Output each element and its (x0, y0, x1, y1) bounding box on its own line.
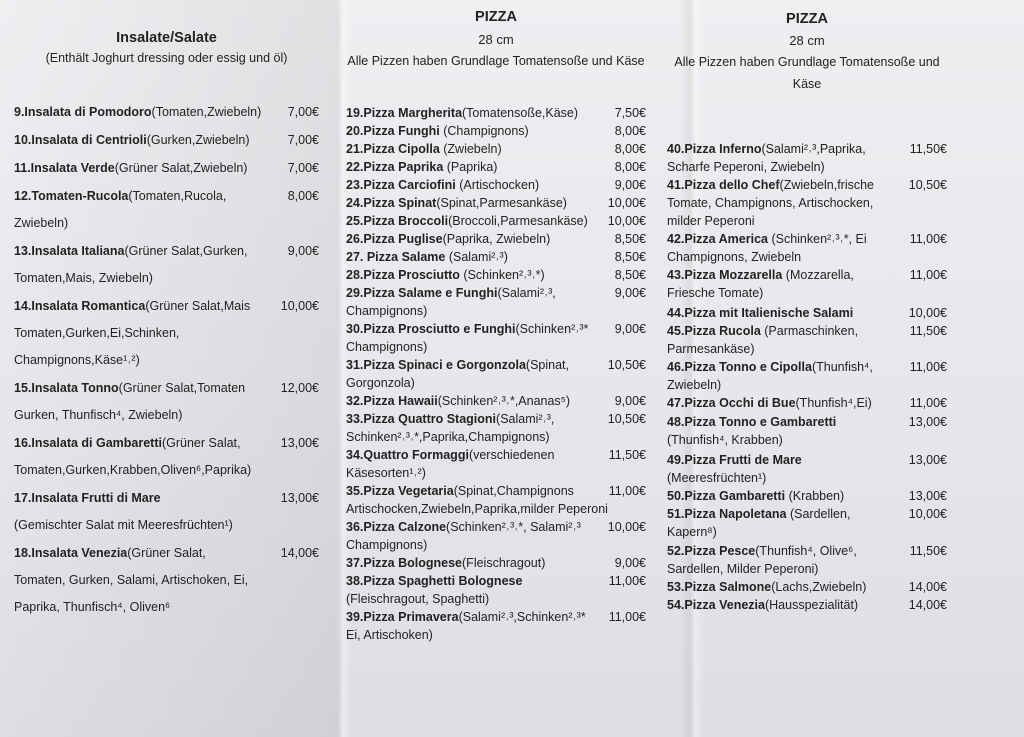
menu-item (346, 320, 646, 356)
item-price: 9,00€ (287, 244, 319, 258)
salads-title: Insalate/Salate (116, 30, 217, 46)
item-name: 51.Pizza Napoletana (667, 507, 787, 521)
menu-item (14, 238, 319, 292)
item-description-line: (Thunfish⁴, Krabben) (667, 433, 783, 447)
pizza1-size: 28 cm (478, 32, 514, 47)
item-description: (Krabben) (785, 489, 845, 503)
item-description: (Grüner Salat,Zwiebeln) (114, 161, 248, 175)
item-description: (Salami²˒³, (497, 286, 556, 300)
item-price: 8,00€ (614, 124, 646, 138)
item-price: 7,00€ (287, 161, 319, 175)
item-price: 11,00€ (909, 360, 947, 374)
item-description-line: (Fleischragout, Spaghetti) (346, 592, 490, 606)
item-description: (Salami²˒³,Paprika, (761, 142, 866, 156)
menu-item (14, 375, 319, 429)
menu-item (14, 155, 319, 182)
menu-item (14, 430, 319, 484)
item-description: (Salami²˒³) (445, 250, 508, 264)
item-name: 47.Pizza Occhi di Bue (667, 396, 796, 410)
item-description: (Grüner Salat, (161, 436, 241, 450)
menu-item (14, 127, 319, 154)
item-description: (Grüner Salat, (127, 546, 206, 560)
item-description: (Sardellen, (786, 507, 851, 521)
item-description: (Schinken²˒³* (515, 322, 589, 336)
item-description-line: Champignons) (346, 538, 428, 552)
item-description-line: Tomaten,Gurken,Ei,Schinken, (14, 326, 180, 340)
item-description: (Spinat,Champignons (453, 484, 574, 498)
item-name: 52.Pizza Pesce (667, 544, 756, 558)
item-price: 7,00€ (287, 133, 319, 147)
item-description: (Schinken²˒³˒*,Ananas⁵) (437, 394, 571, 408)
item-price: 9,00€ (614, 556, 646, 570)
menu-item (667, 266, 947, 302)
item-price: 14,00€ (280, 546, 319, 560)
item-description: (Spinat, (525, 358, 570, 372)
item-description-line: Paprika, Thunfisch⁴, Oliven⁶ (14, 600, 171, 614)
item-name: 23.Pizza Carciofini (346, 178, 456, 192)
item-description-line: Champignons) (346, 304, 428, 318)
item-description-line: Zwiebeln) (667, 378, 722, 392)
item-description: (Spinat,Parmesankäse) (436, 196, 567, 210)
pizza1-note: Alle Pizzen haben Grundlage Tomatensoße und Käse (347, 54, 645, 68)
item-name: 14.Insalata Romantica (14, 299, 146, 313)
item-name: 40.Pizza Inferno (667, 142, 762, 156)
item-price: 11,50€ (909, 324, 947, 338)
menu-item (667, 487, 947, 505)
item-price: 8,00€ (614, 160, 646, 174)
item-name: 53.Pizza Salmone (667, 580, 772, 594)
item-price: 9,00€ (614, 178, 646, 192)
menu-item (346, 356, 646, 392)
item-description: (Fleischragout) (462, 556, 546, 570)
item-name: 50.Pizza Gambaretti (667, 489, 786, 503)
item-price: 13,00€ (280, 436, 319, 450)
item-description: (Mozzarella, (782, 268, 854, 282)
item-description: (Tomaten,Zwiebeln) (151, 105, 262, 119)
menu-item (346, 122, 646, 140)
menu-item (14, 183, 319, 237)
item-name: 42.Pizza America (667, 232, 768, 246)
menu-item (667, 322, 947, 358)
item-name: 22.Pizza Paprika (346, 160, 444, 174)
item-price: 14,00€ (908, 580, 947, 594)
item-price: 7,50€ (614, 106, 646, 120)
menu-item (346, 572, 646, 608)
item-name: 30.Pizza Prosciutto e Funghi (346, 322, 516, 336)
item-name: 28.Pizza Prosciutto (346, 268, 460, 282)
menu-item (346, 194, 646, 212)
menu-item (346, 284, 646, 320)
item-name: 45.Pizza Rucola (667, 324, 761, 338)
item-description-line: Parmesankäse) (667, 342, 755, 356)
item-name: 33.Pizza Quattro Stagioni (346, 412, 497, 426)
item-price: 10,50€ (607, 412, 646, 426)
item-price: 10,00€ (280, 299, 319, 313)
menu-item (346, 518, 646, 554)
menu-item (346, 248, 646, 266)
item-name: 12.Tomaten-Rucola (14, 189, 129, 203)
menu-item (14, 540, 319, 621)
item-name: 49.Pizza Frutti de Mare (667, 453, 802, 467)
item-price: 13,00€ (908, 489, 947, 503)
menu-item (667, 230, 947, 266)
item-price: 11,00€ (909, 268, 947, 282)
item-price: 10,50€ (607, 358, 646, 372)
item-description: (Grüner Salat,Tomaten (118, 381, 246, 395)
item-description: (Zwiebeln) (439, 142, 502, 156)
item-price: 10,50€ (908, 178, 947, 192)
item-description-line: Gurken, Thunfisch⁴, Zwiebeln) (14, 408, 183, 422)
item-description-line: Friesche Tomate) (667, 286, 764, 300)
item-description: (Tomatensoße,Käse) (462, 106, 579, 120)
item-description: (Lachs,Zwiebeln) (771, 580, 867, 594)
item-description: (Artischocken) (455, 178, 540, 192)
item-description: (Hausspezialität) (764, 598, 859, 612)
item-name: 38.Pizza Spaghetti Bolognese (346, 574, 523, 588)
menu-item (346, 104, 646, 122)
item-description-line: Tomaten, Gurken, Salami, Artischoken, Ei, (14, 573, 249, 587)
menu-item (667, 578, 947, 596)
item-name: 54.Pizza Venezia (667, 598, 765, 612)
menu-item (346, 158, 646, 176)
item-description-line: Gorgonzola) (346, 376, 415, 390)
item-description: (Salami²˒³,Schinken²˒³* (458, 610, 586, 624)
item-name: 19.Pizza Margherita (346, 106, 463, 120)
item-name: 18.Insalata Venezia (14, 546, 128, 560)
menu-item (346, 554, 646, 572)
pizza1-title: PIZZA (475, 9, 517, 25)
item-price: 9,00€ (614, 322, 646, 336)
menu-item (667, 394, 947, 412)
item-name: 41.Pizza dello Chef (667, 178, 780, 192)
menu-item (346, 392, 646, 410)
item-name: 9.Insalata di Pomodoro (14, 105, 152, 119)
item-description-line: Champignons) (346, 340, 428, 354)
item-price: 11,00€ (608, 574, 646, 588)
item-name: 13.Insalata Italiana (14, 244, 125, 258)
menu-item (346, 482, 646, 518)
item-name: 44.Pizza mit Italienische Salami (667, 306, 854, 320)
item-description: (Gurken,Zwiebeln) (146, 133, 250, 147)
item-name: 15.Insalata Tonno (14, 381, 119, 395)
item-price: 11,00€ (909, 396, 947, 410)
item-description: (Paprika) (443, 160, 498, 174)
item-description-line: Zwiebeln) (14, 216, 69, 230)
item-price: 13,00€ (908, 415, 947, 429)
item-price: 13,00€ (908, 453, 947, 467)
item-description-line: Tomaten,Gurken,Krabben,Oliven⁶,Paprika) (14, 463, 252, 477)
item-name: 34.Quattro Formaggi (346, 448, 469, 462)
item-description-line: Schinken²˒³˒*,Paprika,Champignons) (346, 430, 550, 444)
item-description: (verschiedenen (468, 448, 555, 462)
item-price: 8,50€ (614, 268, 646, 282)
menu-item (346, 176, 646, 194)
item-name: 37.Pizza Bolognese (346, 556, 463, 570)
menu-item (667, 505, 947, 541)
item-description: (Broccoli,Parmesankäse) (448, 214, 588, 228)
item-description: (Schinken²˒³˒*) (459, 268, 545, 282)
item-price: 10,00€ (607, 196, 646, 210)
menu-item (667, 358, 947, 394)
menu-item (667, 413, 947, 449)
menu-item (667, 451, 947, 487)
item-description: (Thunfish⁴, (811, 360, 873, 374)
item-description-line: Scharfe Peperoni, Zwiebeln) (667, 160, 825, 174)
item-description-line: (Gemischter Salat mit Meeresfrüchten¹) (14, 518, 233, 532)
item-name: 32.Pizza Hawaii (346, 394, 438, 408)
item-description-line: Kapern⁸) (667, 525, 717, 539)
item-description-line: (Meeresfrüchten¹) (667, 471, 767, 485)
menu-item (14, 99, 319, 126)
item-price: 9,00€ (614, 394, 646, 408)
item-description: (Thunfish⁴, Olive⁶, (755, 544, 857, 558)
item-price: 7,00€ (287, 105, 319, 119)
item-price: 10,00€ (908, 507, 947, 521)
item-name: 46.Pizza Tonno e Cipolla (667, 360, 812, 374)
item-name: 26.Pizza Puglise (346, 232, 443, 246)
item-name: 16.Insalata di Gambaretti (14, 436, 162, 450)
item-description-line: Tomaten,Mais, Zwiebeln) (14, 271, 153, 285)
item-description: (Schinken²˒³˒*, Salami²˒³ (446, 520, 581, 534)
item-description-line: milder Peperoni (667, 214, 755, 228)
item-price: 8,00€ (614, 142, 646, 156)
item-price: 11,00€ (608, 610, 646, 624)
item-name: 10.Insalata di Centrioli (14, 133, 147, 147)
item-name: 36.Pizza Calzone (346, 520, 447, 534)
item-description: (Grüner Salat,Mais (145, 299, 251, 313)
menu-item (667, 140, 947, 176)
item-name: 25.Pizza Broccoli (346, 214, 449, 228)
item-description: (Zwiebeln,frische (779, 178, 875, 192)
item-name: 20.Pizza Funghi (346, 124, 440, 138)
menu-item (667, 542, 947, 578)
item-name: 31.Pizza Spinaci e Gorgonzola (346, 358, 526, 372)
item-name: 29.Pizza Salame e Funghi (346, 286, 498, 300)
item-price: 11,50€ (608, 448, 646, 462)
menu-item (346, 410, 646, 446)
menu-item (667, 176, 947, 230)
pizza2-title: PIZZA (786, 11, 828, 27)
menu-item (346, 608, 646, 644)
item-description: (Champignons) (439, 124, 529, 138)
menu-item (14, 293, 319, 374)
item-name: 27. Pizza Salame (346, 250, 446, 264)
item-name: 21.Pizza Cipolla (346, 142, 440, 156)
item-price: 11,50€ (909, 544, 947, 558)
item-name: 35.Pizza Vegetaria (346, 484, 454, 498)
item-description: (Thunfish⁴,Ei) (795, 396, 872, 410)
item-description-line: Champignons, Zwiebeln (667, 250, 802, 264)
item-price: 12,00€ (280, 381, 319, 395)
item-price: 11,00€ (909, 232, 947, 246)
item-price: 10,00€ (607, 214, 646, 228)
item-price: 11,50€ (909, 142, 947, 156)
menu-item (14, 485, 319, 539)
item-price: 11,00€ (608, 484, 646, 498)
item-price: 8,00€ (287, 189, 319, 203)
item-price: 10,00€ (607, 520, 646, 534)
menu-item (667, 304, 947, 322)
item-description-line: Ei, Artischoken) (346, 628, 433, 642)
pizza2-size: 28 cm (789, 33, 825, 48)
item-price: 8,50€ (614, 232, 646, 246)
item-price: 13,00€ (280, 491, 319, 505)
pizza2-note: Alle Pizzen haben Grundlage Tomatensoße und Käse (674, 55, 940, 91)
item-description-line: Käsesorten¹˒²) (346, 466, 426, 480)
menu-item (346, 140, 646, 158)
item-name: 43.Pizza Mozzarella (667, 268, 783, 282)
item-name: 17.Insalata Frutti di Mare (14, 491, 161, 505)
item-description: (Parmaschinken, (760, 324, 859, 338)
item-price: 9,00€ (614, 286, 646, 300)
menu-item (346, 230, 646, 248)
item-name: 24.Pizza Spinat (346, 196, 437, 210)
item-description: (Schinken²˒³˒*, Ei (767, 232, 867, 246)
item-description-line: Champignons,Käse¹˒²) (14, 353, 140, 367)
item-price: 8,50€ (614, 250, 646, 264)
menu-item (667, 596, 947, 614)
item-description-line: Sardellen, Milder Peperoni) (667, 562, 819, 576)
salads-note: (Enthält Joghurt dressing oder essig und öl) (45, 51, 288, 65)
menu-item (346, 446, 646, 482)
item-name: 48.Pizza Tonno e Gambaretti (667, 415, 837, 429)
item-description: (Tomaten,Rucola, (128, 189, 227, 203)
item-price: 14,00€ (908, 598, 947, 612)
item-description-line: Tomate, Champignons, Artischocken, (667, 196, 874, 210)
item-name: 39.Pizza Primavera (346, 610, 459, 624)
menu-item (346, 266, 646, 284)
item-description: (Paprika, Zwiebeln) (442, 232, 551, 246)
item-description: (Salami²˒³, (496, 412, 555, 426)
menu-item (346, 212, 646, 230)
item-name: 11.Insalata Verde (14, 161, 115, 175)
item-description: (Grüner Salat,Gurken, (124, 244, 248, 258)
item-description-line: Artischocken,Zwiebeln,Paprika,milder Peperoni (346, 502, 608, 516)
item-price: 10,00€ (908, 306, 947, 320)
